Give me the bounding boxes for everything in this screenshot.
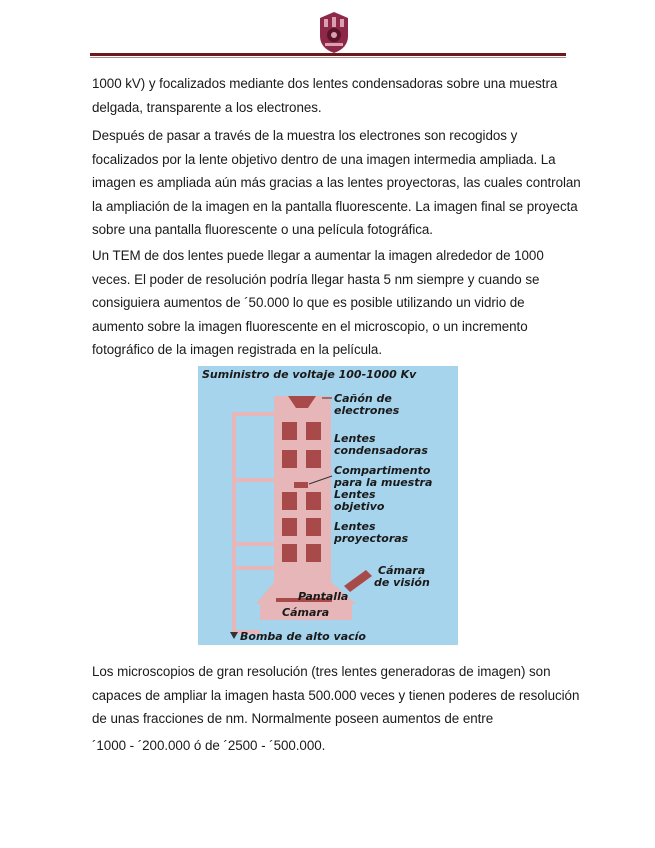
label-condenser-line-1: Lentes: [334, 432, 376, 445]
label-objective-line-1: Lentes: [334, 488, 376, 501]
paragraph-3: [92, 244, 570, 362]
condenser-lens: [282, 422, 297, 440]
projector-lens: [282, 518, 297, 536]
text-line: veces. El poder de resolución podría llegar hasta 5 nm siempre y cuando se: [92, 271, 540, 287]
pump-arrow: [230, 632, 238, 639]
projector-lens: [306, 518, 321, 536]
supply-tube: [232, 412, 274, 416]
label-condenser-line-2: condensadoras: [334, 444, 428, 457]
label-projector-line-2: proyectoras: [334, 532, 409, 545]
label-gun-line-2: electrones: [334, 404, 400, 417]
condenser-lens: [306, 450, 321, 468]
paragraph-5: [92, 734, 570, 758]
label-supply: Suministro de voltaje 100-1000 Kv: [202, 368, 417, 381]
tem-diagram-drawing: [198, 366, 458, 645]
label-camera: Cámara: [282, 606, 330, 619]
text-line: consiguiera aumentos de ´50.000 lo que es posible utilizando un vidrio de: [92, 295, 525, 311]
projector-lens: [282, 544, 297, 562]
label-projector-line-1: Lentes: [334, 520, 376, 533]
text-line: focalizados por la lente objetivo dentro de una imagen intermedia ampliada. La: [92, 151, 556, 167]
supply-branch: [232, 566, 274, 570]
text-line: imagen es ampliada aún más gracias a las lentes proyectoras, las cuales controlan: [92, 175, 581, 191]
projector-lens: [306, 544, 321, 562]
objective-lens: [306, 492, 321, 510]
text-line: aumento sobre la imagen fluorescente en el microscopio, o un incremento: [92, 318, 528, 334]
supply-branch: [232, 542, 274, 546]
text-line: la ampliación de la imagen en la pantalla fluorescente. La imagen final se proyecta: [92, 198, 578, 214]
text-line: sobre una pantalla fluorescente o una película fotográfica.: [92, 222, 433, 238]
supply-branch: [232, 478, 274, 482]
label-screen: Pantalla: [298, 590, 349, 603]
text-line: ´1000 - ´200.000 ó de ´2500 - ´500.000.: [92, 738, 326, 753]
supply-tube: [232, 412, 236, 634]
viewing-camera: [344, 570, 372, 592]
text-line: de unas fracciones de nm. Normalmente poseen aumentos de entre: [92, 711, 494, 727]
institution-logo-icon: [314, 10, 354, 54]
label-viewcam-line-2: de visión: [374, 576, 430, 589]
header-rule: [90, 53, 566, 56]
text-line: delgada, transparente a los electrones.: [92, 99, 322, 115]
text-line: fotográfico de la imagen registrada en la película.: [92, 342, 382, 358]
label-pump: Bomba de alto vacío: [240, 630, 366, 643]
label-viewcam-line-1: Cámara: [378, 564, 426, 577]
paragraph-2: [92, 124, 581, 242]
text-line: Un TEM de dos lentes puede llegar a aumentar la imagen alrededor de 1000: [92, 248, 544, 263]
text-line: Los microscopios de gran resolución (tres lentes generadoras de imagen) son: [92, 664, 551, 679]
objective-lens: [282, 492, 297, 510]
sample-holder: [294, 482, 308, 488]
label-gun-line-1: Cañón de: [334, 392, 392, 405]
paragraph-1: [92, 72, 570, 119]
header-rule-thin: [90, 57, 566, 58]
label-sample-line-2: para la muestra: [334, 476, 433, 489]
text-line: capaces de ampliar la imagen hasta 500.000 veces y tienen poderes de resolución: [92, 687, 580, 703]
text-line: Después de pasar a través de la muestra los electrones son recogidos y: [92, 128, 518, 143]
text-line: 1000 kV) y focalizados mediante dos lentes condensadoras sobre una muestra: [92, 76, 558, 91]
paragraph-4: [92, 660, 580, 731]
condenser-lens: [282, 450, 297, 468]
tem-diagram: [198, 366, 458, 645]
label-objective-line-2: objetivo: [334, 500, 385, 513]
label-sample-line-1: Compartimento: [334, 464, 431, 477]
condenser-lens: [306, 422, 321, 440]
